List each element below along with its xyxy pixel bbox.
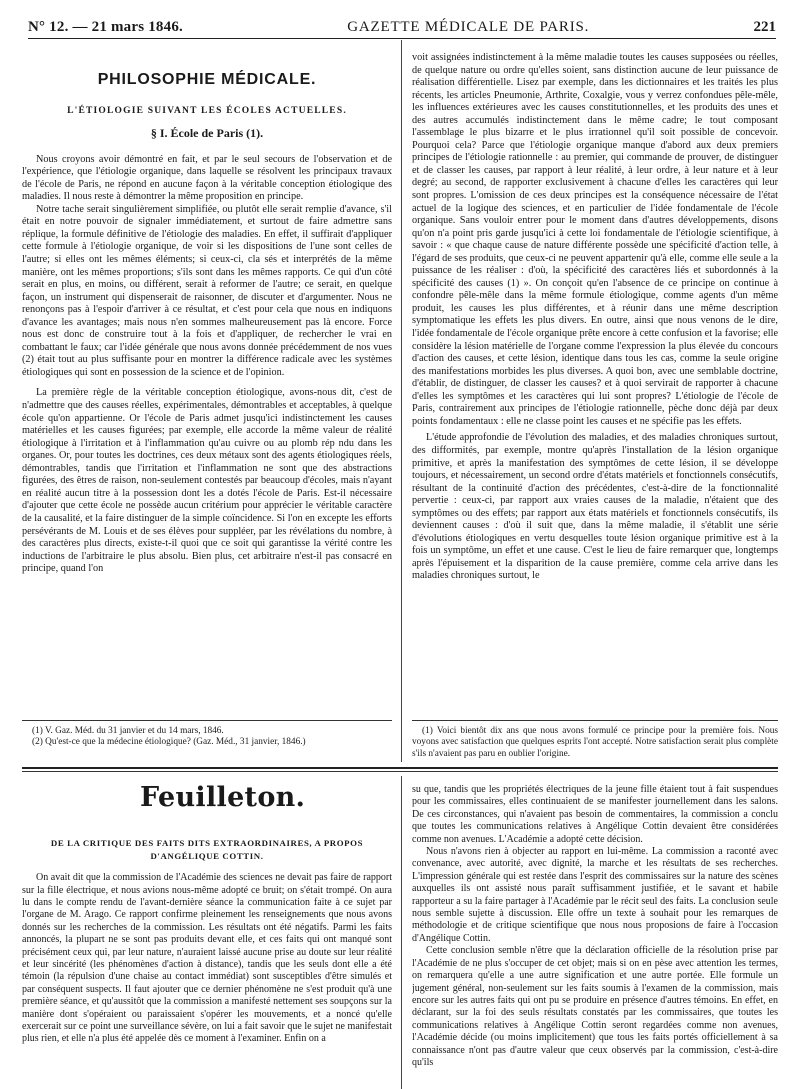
column-divider-top (401, 40, 402, 762)
page-number: 221 (753, 19, 776, 35)
article-right-column (412, 52, 778, 717)
paragraph: Nous n'avons rien à objecter au rapport en lui-même. La commission a raconté avec convenance, avec autorité, avec dignité, la marche et les résultats de ses recherches. L'impression générale qui est restée dans l'esprit des commissaires sur la nature des scènes auxquelles ils ont assisté nous paraît suffisamment justifiée, et le savant et habile rapporteur a su la faire partager à l'Académie par le récit seul des faits. La conclusion seule nous semble sujette à discussion. Elle offre un texte à souhait pour les remarques de méthodologie et de critique scientifique que nous nous proposions de faire à l'occasion d'Angélique Cottin. (412, 846, 778, 944)
feuilleton-separator (22, 767, 778, 769)
paragraph: Nous croyons avoir démontré en fait, et par le seul secours de l'observation et de l'expérience, que l'étiologie organique, dans laquelle se résolvent les principaux travaux de l'école de Paris, ne répond en aucune façon à la véritable conception étiologique des maladies. Il nous reste à démontrer la même proposition en principe. (22, 153, 392, 203)
paragraph: L'étude approfondie de l'évolution des maladies, et des maladies chroniques surtout, des difformités, par exemple, montre qu'après l'installation de la lésion organique primitive, et après la manifestation des symptômes de cette lésion, il se développe toujours, et nécessairement, un second ordre d'états matériels et fonctionnels consécutifs, résultant de la continuité d'action des précédentes, c'est-à-dire de la fonctionnalité pervertie : ceux-ci, par rapport aux vraies causes de la maladie, n'étaient que des symptômes ou des effets; par rapport aux états matériels et fonctionnels consécutifs, ils deviennent causes : d'où il suit que, dans la même maladie, il s'établit une série d'évolutions étiologiques en vertu desquelles toute lésion organique primitive est à la fois un symptôme, un effet et une cause. C'est le lieu de faire remarquer que, longtemps après l'épuisement et la disparition de la cause première, comme cela arrive dans les maladies chroniques surtout, le (412, 432, 778, 582)
paragraph: On avait dit que la commission de l'Académie des sciences ne devait pas faire de rapport sur la fille électrique, et nous avions nous-même adopté ce bruit; on s'était trompé. On aura lu dans le compte rendu de l'avant-dernière séance la communication faite à ce sujet par l'organe de M. Arago. Ce rapport confirme pleinement les renseignements que nous avons donnés sur les recherches de la commission. Les résultats ont été négatifs. Parmi les faits annoncés, la plupart ne se sont pas produits devant elle, et ces faits qui ont manqué sont précisément ceux qui, par leur nature, n'auraient laissé aucune prise au doute sur leur réalité et leur sincérité (les phénomènes d'action à distance), tandis que les seuls dont elle a été témoin (la répulsion d'une chaise au contact immédiat) sont susceptibles d'être simulés et par conséquent suspects. Il faut ajouter que ce dernier phénomène ne s'est produit qu'à une première séance, et qu'aussitôt que la commission a manifesté nettement ses soupçons sur la manière dont s'opéraient ou paraissaient s'opérer les mouvements, et a noncé qu'elle exercerait sur ce point une surveillance sévère, on lui a fait savoir que le sujet ne manifestait plus rien, et elle n'a plus été appelée dès ce moment à l'examiner. Enfin on a (22, 872, 392, 1045)
footnote: (1) Voici bientôt dix ans que nous avons formulé ce principe pour la première fois. Nous voyons avec satisfaction que quelques esprits l'ont accepté. Notre satisfaction serait plus complète s'ils n'avaient pas paru en oublier l'origine. (412, 726, 778, 759)
feuilleton-heading: DE LA CRITIQUE DES FAITS DITS EXTRAORDINAIRES, A PROPOS D'ANGÉLIQUE COTTIN. (50, 838, 364, 861)
article-title: PHILOSOPHIE MÉDICALE. (97, 71, 317, 88)
issue-number: N° 12. — 21 mars 1846. (28, 19, 183, 35)
feuilleton-separator-thin (22, 771, 778, 772)
footnote: (1) V. Gaz. Méd. du 31 janvier et du 14 mars, 1846. (32, 726, 224, 736)
journal-title: GAZETTE MÉDICALE DE PARIS. (347, 19, 590, 35)
paragraph: voit assignées indistinctement à la même maladie toutes les causes supposées ou réelles, de quelque nature ou ordre qu'elles soient, sans distinction aucune de leur puissance de réalisation différentielle. Lisez par exemple, dans les dictionnaires et les traités les plus récents, les articles Pneumonie, Arthrite, Coxalgie, vous y verrez confondues pêle-mêle, les influences extérieures avec les causes constitutionnelles, et les produits des unes et des autres accumulés indistinctement dans le même cadre; le tout composant l'assemblage le plus bizarre et le plus irrationnel qu'il soit possible de concevoir. Pourquoi cela? Parce que l'étiologie organique manque d'abord aux deux premiers principes de l'étiologie rationnelle : au premier, qui commande de prouver, de distinguer et de classer les causes, par rapport à leur réalité, à leur ordre, à leur nature et à leur degré; au second, de rapporter exclusivement à chacune d'elles les caractères qui leur sont propres. L'omission de ces deux principes est la conséquence nécessaire de l'état actuel de la logique des sciences, et en particulier de l'idée fondamentale de l'école organique. Sans vouloir entrer pour le moment dans d'autres développements, disons qu'on n'a point pris garde jusqu'ici à cette loi fondamentale de l'étiologie scientifique, à savoir : « que chaque cause de nature différente possède une spécificité d'action telle, à l'égard de ses produits, que ceux-ci ne peuvent appartenir qu'à elle, comme elle seule a la puissance de les réaliser : d'où, la spécificité des caractères liés et subordonnés à la spécificité des causes (1) ». On conçoit qu'en l'absence de ce principe on continue à confondre pêle-mêle dans la même formule étiologique, comme agents d'un même produit, les causes les plus différentes, et à réunir dans une même description symptomatique les effets les plus divers. En outre, ainsi que nous venons de le dire, l'idée fondamentale de l'école organique prête encore à cette confusion et la favorise; elle considère la lésion matérielle de l'organe comme l'expression la plus élevée du concours d'action des causes, et cette lésion, identique dans tous les cas, comme la seule origine des manifestations morbides les plus diverses. A quoi bon, avec une semblable doctrine, d'établir, de distinguer, de classer les causes? et à quoi servirait de rapporter à chacune d'elles les symptômes et les caractères qui lui sont propres? L'étiologie de l'école de Paris, contrairement aux principes de l'étiologie rationnelle, pèche donc déjà par deux points fondamentaux : elle ne classe point les causes et ne spécifie pas les effets. (412, 52, 778, 427)
paragraph: Cette conclusion semble n'être que la déclaration officielle de la résolution prise par l'Académie de ne plus s'occuper de cet objet; mais si on en pèse avec attention les termes, on remarquera qu'elle a une autre signification et une autre portée. Elle formule un jugement général, non-seulement sur les faits soumis à l'examen de la commission, mais encore sur les autres faits qui ont pu se produire en présence d'autres témoins. En effet, en déclarant, sur la foi des seuls résultats constatés par les commissaires, que toutes les communications relatives à Angélique Cottin seront regardées comme non avenues, l'Académie décide (ou moins implicitement) que tous les faits portés officiellement à sa connaissance n'ont pas d'autre valeur que ceux observés par la commission, c'est-à-dire qu'ils (412, 945, 778, 1068)
feuilleton-right-column (412, 784, 778, 1087)
feuilleton-title: Feuilleton. (140, 782, 306, 813)
article-left-column (22, 60, 392, 713)
column-divider-bottom (401, 776, 402, 1089)
feuilleton-left-column (22, 837, 392, 1087)
footnote: (2) Qu'est-ce que la médecine étiologique? (Gaz. Méd., 31 janvier, 1846.) (32, 737, 306, 748)
article-subtitle: L'ÉTIOLOGIE SUIVANT LES ÉCOLES ACTUELLES. (67, 105, 347, 116)
section-heading: § I. École de Paris (1). (150, 126, 264, 141)
paragraph: La première règle de la véritable conception étiologique, avons-nous dit, c'est de n'admettre que des causes réelles, expérimentales, démontrables et acceptables, à quelque école qu'on appartienne. Or l'école de Paris admet jusqu'ici indistinctement les causes matérielles et les causes figurées; par exemple, elle accorde la même valeur de réalité étiologique à l'irritation et à l'inflammation qu'au cuivre ou au plomb rép ndu dans les organes. Or, pour toutes les doctrines, ces deux métaux sont des agents étiologiques réels, démontrables, tandis que l'irritation et l'inflammation ne sont que des abstractions figurées, des êtres de raison, non-seulement contestés par beaucoup d'écoles, mais n'ayant en réalité aucun titre à la possession dont les a dotés l'école de Paris. Est-il nécessaire d'ajouter que cette école ne possède aucun critérium pour apprécier le véritable caractère de la causalité, et la faire distinguer de la simple coïncidence. Si l'on en excepte les efforts persévérants de M. Louis et de ses élèves pour suppléer, par les révélations du nombre, à des caractères plus directs, existe-t-il quoi que ce soit qui garantisse la vérité contre les inductions de l'arbitraire le plus absolu. Bien plus, cet arbitraire n'est-il pas consacré en principe, quand l'on (22, 387, 392, 575)
paragraph: su que, tandis que les propriétés électriques de la jeune fille étaient tout à fait suspendues pour les commissaires, elles continuaient de se manifester journellement dans les salons. De ces circonstances, qui n'avaient pas besoin de commentaires, la commission a conclu que toutes les communications relatives à Angélique Cottin devaient être considérées comme non avenues. L'Académie a adopté cette décision. (412, 784, 778, 845)
footnote-rule-left (22, 720, 392, 721)
paragraph: Notre tache serait singulièrement simplifiée, ou plutôt elle serait remplie d'avance, s'il était en notre pouvoir de signaler immédiatement, et surtout de faire admettre sans réplique, la formule définitive de l'étiologie des maladies. En effet, il suffirait d'appliquer cette formule à l'étiologie organique, de voir si les dispositions de l'une sont celles de l'autre; si elles ont les mêmes éléments; si ceux-ci, cla sés et interprétés de la même manière, ont les mêmes proportions; s'ils sont dans les mêmes rapports. Ce qui d'un côté serait en plus, en moins, ou différent, serait à reformer de l'autre; ce serait, en quelque façon, un instrument qui dispenserait de raisonner, de discuter et d'argumenter. Nous ne renonçons pas à l'espoir d'arriver à ce résultat, et c'est pour cela que nous en indiquons d'avance les avantages; mais nous n'en sommes malheureusement pas là encore. Force nous est donc de construire tout à la fois et d'appliquer, de rechercher le vrai en combattant le faux; car l'idée générale que nous avons donnée précédemment de nos vues (2) était tout au plus suffisante pour en montrer la différence radicale avec les systèmes étiologiques qui sont en possession de la science et de l'opinion. (22, 203, 392, 378)
page-header (28, 14, 776, 39)
footnotes-left (22, 726, 392, 758)
footnote-right (412, 726, 778, 762)
footnote-rule-right (412, 720, 778, 721)
